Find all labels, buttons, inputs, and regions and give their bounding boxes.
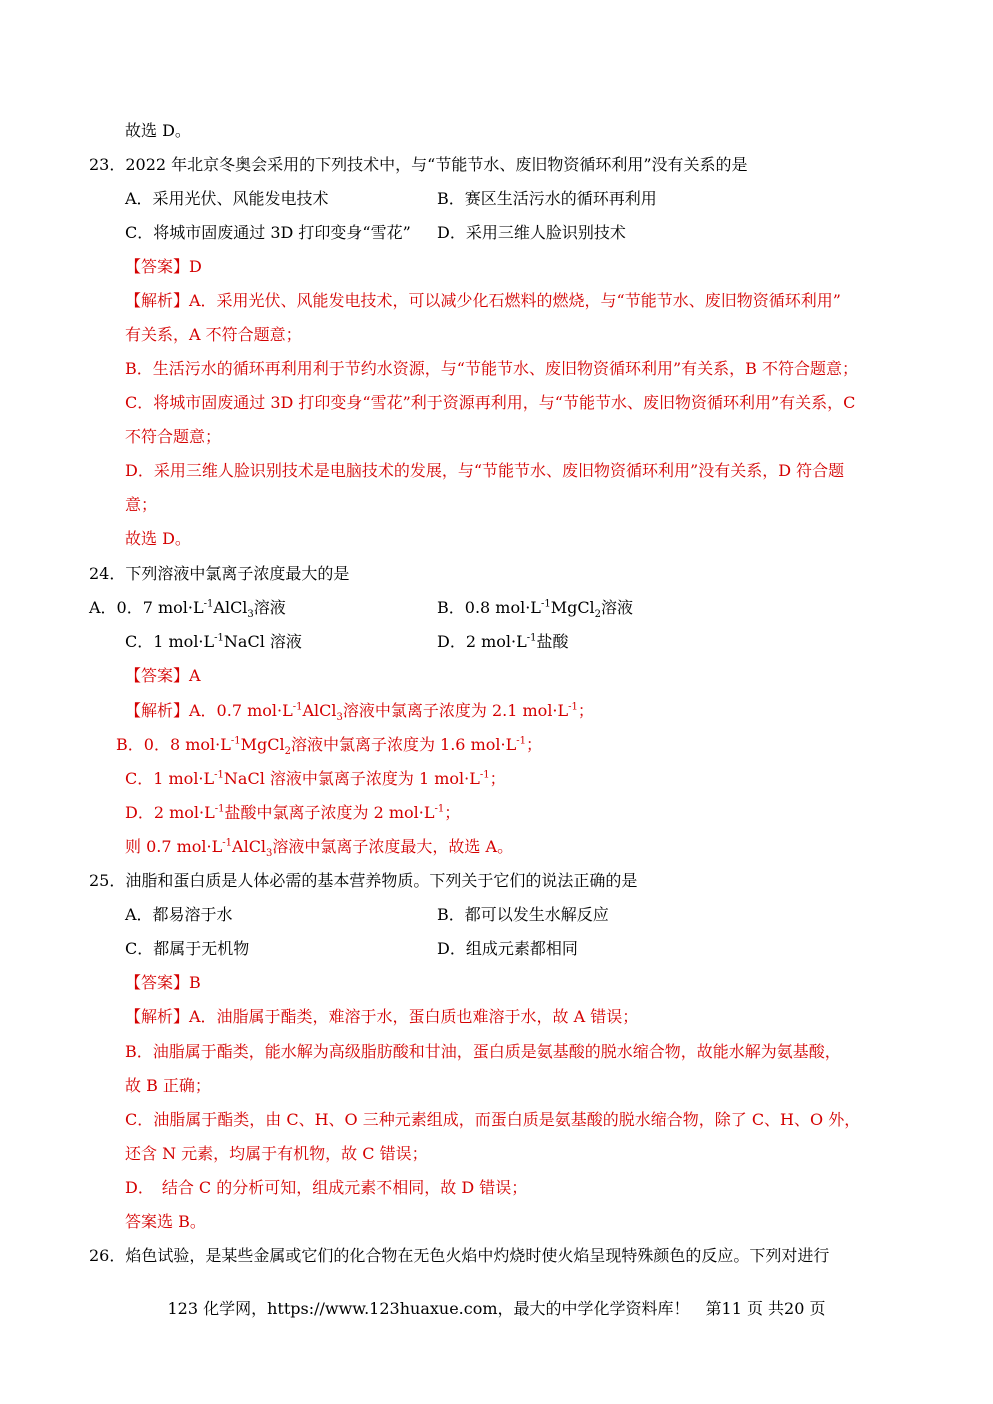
q23-explanation-line-2: 有关系，A 不符合题意； (125, 325, 302, 344)
q25-stem: 25．油脂和蛋白质是人体必需的基本营养物质。下列关于它们的说法正确的是 (89, 871, 638, 890)
q25-answer: 【答案】B (125, 973, 201, 992)
q23-conclusion: 故选 D。 (125, 529, 191, 548)
q23-option-c: C．将城市固废通过 3D 打印变身“雪花” (125, 223, 411, 242)
q23-option-b: B．赛区生活污水的循环再利用 (437, 189, 657, 208)
q25-option-d: D．组成元素都相同 (437, 939, 578, 958)
q23-explanation-line-7: 意； (125, 495, 158, 514)
q25-conclusion: 答案选 B。 (125, 1212, 206, 1231)
page-footer: 123 化学网，https://www.123huaxue.com，最大的中学化学资料库！ 第11 页 共20 页 (167, 1299, 826, 1318)
q23-answer: 【答案】D (125, 257, 202, 276)
q24-explanation-line-3: C．1 $mol\cdot L^{-1}NaCl$ 溶液中氯离子浓度为 1 $mol\cdot L^{-1}$； (125, 769, 506, 788)
q23-stem: 23．2022 年北京冬奥会采用的下列技术中，与“节能节水、废旧物资循环利用”没有关系的是 (89, 155, 748, 174)
q26-stem: 26．焰色试验，是某些金属或它们的化合物在无色火焰中灼烧时使火焰呈现特殊颜色的反应。下列对进行 (89, 1246, 830, 1265)
q23-explanation-line-3: B．生活污水的循环再利用利于节约水资源，与“节能节水、废旧物资循环利用”有关系，B 不符合题意； (125, 359, 858, 378)
q25-option-c: C．都属于无机物 (125, 939, 250, 958)
q24-option-b: B．0.8 $mol\cdot L^{-1}MgCl_2$溶液 (437, 598, 634, 621)
q24-conclusion: 则 0.7 $mol\cdot L^{-1}AlCl_3$溶液中氯离子浓度最大，故选 A。 (125, 837, 514, 860)
q25-explanation-line-1: 【解析】A．油脂属于酯类，难溶于水，蛋白质也难溶于水，故 A 错误； (125, 1007, 639, 1026)
q24-explanation-line-1: 【解析】A．0.7 $mol\cdot L^{-1}AlCl_3$溶液中氯离子浓度为 2.1 $mol\cdot L^{-1}$； (125, 701, 594, 724)
q23-explanation-line-6: D．采用三维人脸识别技术是电脑技术的发展，与“节能节水、废旧物资循环利用”没有关系，D 符合题 (125, 461, 845, 480)
q22-conclusion: 故选 D。 (125, 121, 191, 140)
q23-option-d: D．采用三维人脸识别技术 (437, 223, 626, 242)
q25-explanation-line-5: 还含 N 元素，均属于有机物，故 C 错误； (125, 1144, 428, 1163)
q23-option-a: A．采用光伏、风能发电技术 (125, 189, 329, 208)
q24-explanation-line-2: B．0．8 $mol\cdot L^{-1}MgCl_2$溶液中氯离子浓度为 1.6 $mol\cdot L^{-1}$； (116, 735, 542, 758)
q23-explanation-line-1: 【解析】A．采用光伏、风能发电技术，可以减少化石燃料的燃烧，与“节能节水、废旧物资循环利用” (125, 291, 841, 310)
q25-explanation-line-2: B．油脂属于酯类，能水解为高级脂肪酸和甘油，蛋白质是氨基酸的脱水缩合物，故能水解为氨基酸， (125, 1042, 841, 1061)
q25-option-b: B．都可以发生水解反应 (437, 905, 609, 924)
q23-explanation-line-5: 不符合题意； (125, 427, 222, 446)
q24-stem: 24．下列溶液中氯离子浓度最大的是 (89, 564, 350, 583)
q25-explanation-line-6: D． 结合 C 的分析可知，组成元素不相同，故 D 错误； (125, 1178, 528, 1197)
q24-option-d: D．2 $mol\cdot L^{-1}$盐酸 (437, 632, 569, 651)
q24-option-c: C．1 $mol\cdot L^{-1}NaCl$ 溶液 (125, 632, 302, 651)
q25-explanation-line-4: C．油脂属于酯类，由 C、H、O 三种元素组成，而蛋白质是氨基酸的脱水缩合物，除了 C、H、O 外， (125, 1110, 861, 1129)
q24-option-a: A．0．7 $mol\cdot L^{-1}AlCl_3$溶液 (89, 598, 286, 621)
q23-explanation-line-4: C．将城市固废通过 3D 打印变身“雪花”利于资源再利用，与“节能节水、废旧物资循环利用”有关系，C (125, 393, 856, 412)
q25-explanation-line-3: 故 B 正确； (125, 1076, 211, 1095)
q24-answer: 【答案】A (125, 666, 201, 685)
q24-explanation-line-4: D．2 $mol\cdot L^{-1}$盐酸中氯离子浓度为 2 $mol\cdot L^{-1}$； (125, 803, 461, 822)
q25-option-a: A．都易溶于水 (125, 905, 233, 924)
